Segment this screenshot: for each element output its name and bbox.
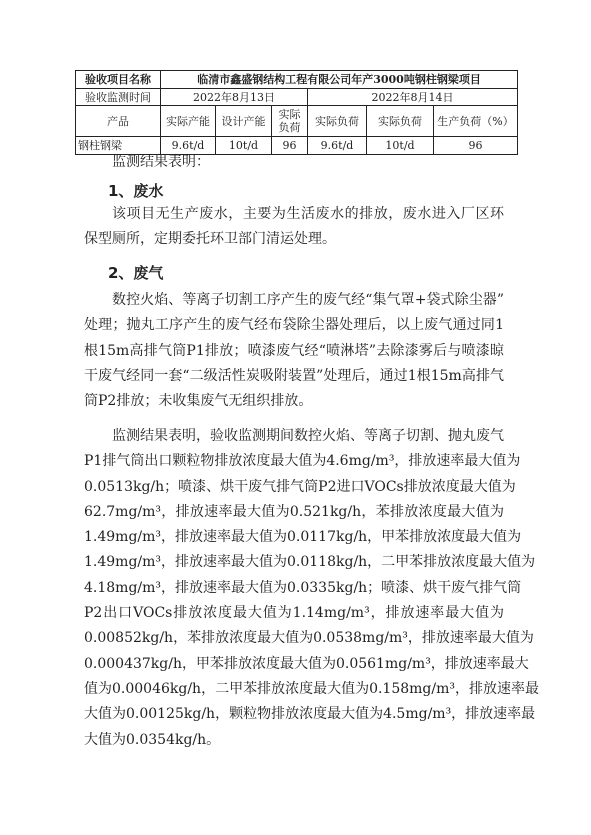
paragraph-line: 4.18mg/m³，排放速率最大值为0.0335kg/h；喷漆、烘干废气排气筒	[84, 579, 522, 596]
table-cell: 钢柱钢梁	[76, 137, 161, 155]
paragraph-line: 大值为0.00125kg/h，颗粒物排放浓度最大值为4.5mg/m³，排放速率最	[84, 706, 536, 723]
paragraph-line: P2出口VOCs排放浓度最大值为1.14mg/m³，排放速率最大值为	[84, 605, 504, 622]
table-cell: 96	[272, 137, 308, 155]
table-header-row	[76, 106, 518, 137]
paragraph-line: 0.00852kg/h，苯排放浓度最大值为0.0538mg/m³，排放速率最大值为	[84, 630, 534, 647]
summary-table	[75, 70, 518, 155]
paragraph-line: 数控火焰、等离子切割工序产生的废气经“集气罩+袋式除尘器”	[112, 292, 504, 308]
section-heading-exhaust: 2、废气	[108, 264, 164, 282]
header-cell: 生产负荷（%）	[434, 106, 518, 137]
project-name-label: 验收项目名称	[76, 71, 161, 89]
header-cell: 实际负荷	[308, 106, 367, 137]
paragraph-line: 干废气经同一套“二级活性炭吸附装置”处理后，通过1根15m高排气	[84, 367, 504, 384]
header-cell: 产品	[76, 106, 161, 137]
monitor-date-2: 2022年8月14日	[308, 89, 518, 106]
table-cell: 10t/d	[367, 137, 434, 155]
table-row	[76, 71, 518, 89]
header-cell: 实际负荷	[272, 106, 308, 137]
monitor-time-label: 验收监测时间	[76, 89, 161, 106]
exhaust-results-paragraph	[84, 424, 539, 753]
paragraph-line: 根15m高排气筒P1排放；喷漆废气经“喷淋塔”去除漆雾后与喷漆晾	[84, 342, 504, 359]
paragraph-line: 监测结果表明，验收监测期间数控火焰、等离子切割、抛丸废气	[112, 428, 504, 444]
paragraph-line: 值为0.00046kg/h，二甲苯排放浓度最大值为0.158mg/m³，排放速率最	[84, 680, 539, 697]
table-cell: 96	[434, 137, 518, 155]
paragraph-line: 筒P2排放；未收集废气无组织排放。	[84, 393, 313, 410]
project-name-value: 临清市鑫盛钢结构工程有限公司年产3000吨钢柱钢梁项目	[161, 71, 518, 89]
monitor-date-1: 2022年8月13日	[161, 89, 308, 106]
paragraph-line: P1排气筒出口颗粒物排放浓度最大值为4.6mg/m³，排放速率最大值为	[84, 453, 521, 470]
paragraph-line: 0.0513kg/h；喷漆、烘干废气排气筒P2进口VOCs排放浓度最大值为	[84, 478, 516, 495]
paragraph-line: 大值为0.0354kg/h。	[84, 731, 221, 748]
paragraph-line: 1.49mg/m³，排放速率最大值为0.0117kg/h，甲苯排放浓度最大值为	[84, 529, 522, 546]
results-intro: 监测结果表明：	[112, 154, 210, 170]
table-row	[76, 89, 518, 106]
wastewater-paragraph	[84, 202, 504, 253]
paragraph-line: 保型厕所，定期委托环卫部门清运处理。	[84, 231, 336, 248]
table-cell: 10t/d	[216, 137, 272, 155]
header-cell: 设计产能	[216, 106, 272, 137]
paragraph-line: 该项目无生产废水，主要为生活废水的排放，废水进入厂区环	[112, 206, 504, 222]
paragraph-line: 0.000437kg/h，甲苯排放浓度最大值为0.0561mg/m³，排放速率最大	[84, 655, 529, 672]
paragraph-line: 1.49mg/m³，排放速率最大值为0.0118kg/h，二甲苯排放浓度最大值为	[84, 554, 536, 571]
header-cell: 实际负荷	[367, 106, 434, 137]
section-heading-wastewater: 1、废水	[108, 182, 164, 200]
table-cell: 9.6t/d	[161, 137, 216, 155]
table-cell: 9.6t/d	[308, 137, 367, 155]
paragraph-line: 处理；抛丸工序产生的废气经布袋除尘器处理后，以上废气通过同1	[84, 317, 504, 334]
header-cell: 实际产能	[161, 106, 216, 137]
paragraph-line: 62.7mg/m³，排放速率最大值为0.521kg/h，苯排放浓度最大值为	[84, 503, 504, 520]
exhaust-treatment-paragraph	[84, 288, 504, 414]
